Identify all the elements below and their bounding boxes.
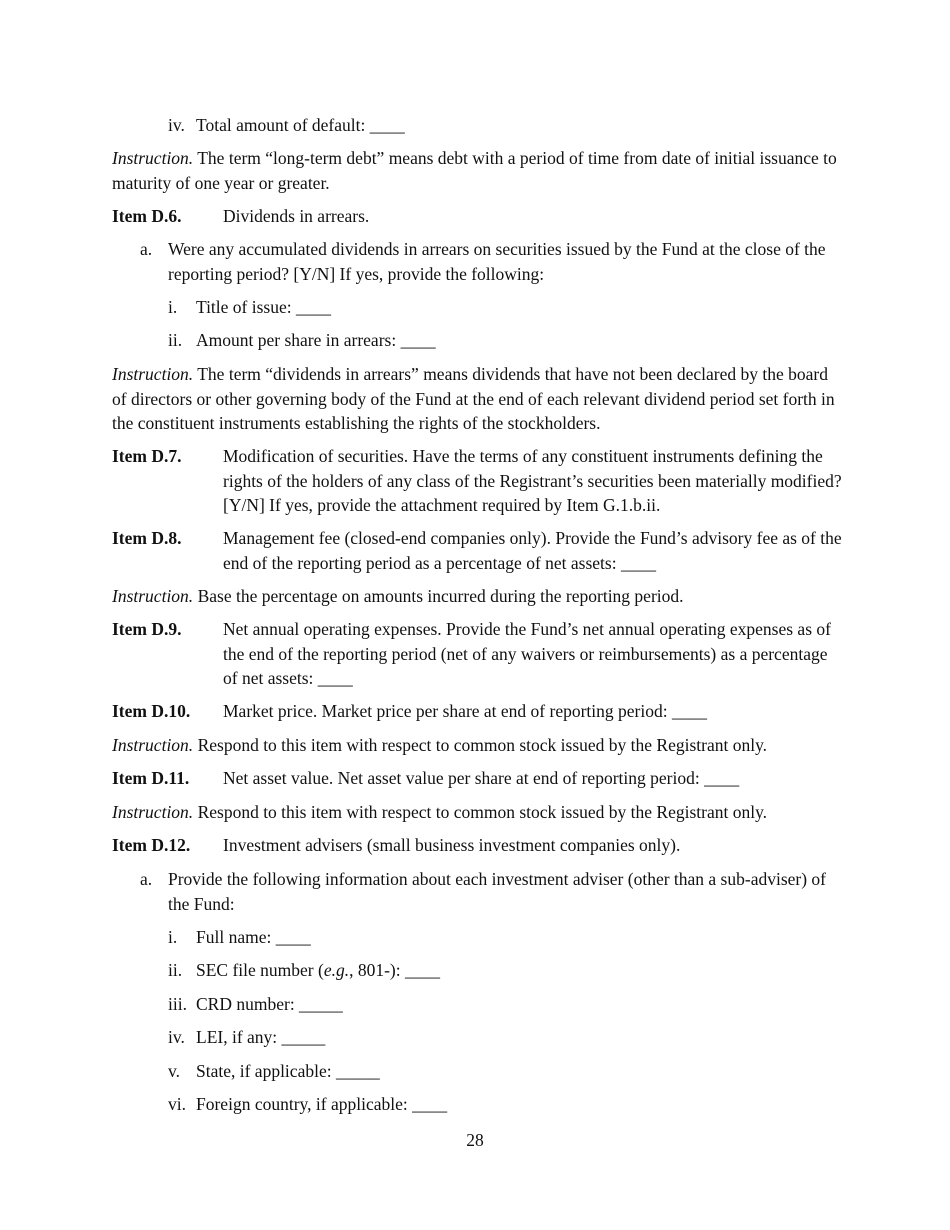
list-item-state	[168, 1059, 828, 1084]
instruction-long-term-debt	[112, 146, 842, 195]
item-label: Item D.8.	[112, 528, 182, 548]
item-body: Dividends in arrears.	[223, 206, 370, 226]
item-label: Item D.6.	[112, 206, 182, 226]
item-body: Market price. Market price per share at end of reporting period: ____	[223, 701, 707, 721]
list-text: LEI, if any: _____	[196, 1027, 326, 1047]
list-marker: ii.	[168, 960, 183, 980]
list-item-crd-number	[168, 992, 828, 1017]
list-marker: iii.	[168, 994, 187, 1014]
item-d6	[112, 204, 842, 229]
list-item-total-default	[168, 113, 828, 138]
item-d7	[112, 444, 842, 518]
list-text: Amount per share in arrears: ____	[196, 330, 436, 350]
item-body: Net annual operating expenses. Provide the Fund’s net annual operating expenses as of the end of the reporting period (net of any waivers or reimbursements) as a percentage of net assets: ____	[223, 619, 831, 688]
item-label: Item D.10.	[112, 701, 191, 721]
list-marker: iv.	[168, 1027, 185, 1047]
item-body: Modification of securities. Have the terms of any constituent instruments defining the rights of the holders of any class of the Registrant’s securities been materially modified? [Y/N] If yes, provide the attachment required by Item G.1.b.ii.	[223, 446, 842, 515]
instruction-text: Respond to this item with respect to common stock issued by the Registrant only.	[193, 735, 768, 755]
list-item-d12-a	[140, 867, 830, 916]
instruction-base-percentage	[112, 584, 842, 609]
item-d12	[112, 833, 842, 858]
instruction-label: Instruction.	[112, 148, 194, 168]
instruction-text: Base the percentage on amounts incurred during the reporting period.	[193, 586, 684, 606]
page-number: 28	[466, 1130, 484, 1150]
list-item-foreign-country	[168, 1092, 828, 1117]
list-text: Provide the following information about each investment adviser (other than a sub-adviser) of the Fund:	[168, 869, 827, 914]
item-body: Net asset value. Net asset value per share at end of reporting period: ____	[223, 768, 740, 788]
instruction-text: The term “long-term debt” means debt with a period of time from date of initial issuance to maturity of one year or greater.	[112, 148, 837, 193]
instruction-label: Instruction.	[112, 802, 194, 822]
item-d9	[112, 617, 842, 691]
list-marker: i.	[168, 297, 178, 317]
list-text: Full name: ____	[196, 927, 311, 947]
item-d11	[112, 766, 842, 791]
item-label: Item D.9.	[112, 619, 182, 639]
list-item-d6-a	[140, 237, 830, 286]
item-label: Item D.11.	[112, 768, 190, 788]
list-text: State, if applicable: _____	[196, 1061, 380, 1081]
list-item-sec-file-number	[168, 958, 828, 983]
list-marker: vi.	[168, 1094, 186, 1114]
text-segment: , 801-): ____	[349, 960, 441, 980]
list-text	[196, 958, 828, 983]
item-d10	[112, 699, 842, 724]
emphasis-text: e.g.	[323, 960, 350, 980]
instruction-label: Instruction.	[112, 735, 194, 755]
instruction-common-stock-1	[112, 733, 842, 758]
instruction-text: The term “dividends in arrears” means dividends that have not been declared by the board of directors or other governing body of the Fund at the end of each relevant dividend period set forth in the constituent instruments establishing the rights of the stockholders.	[112, 364, 835, 433]
text-segment: SEC file number (	[196, 960, 324, 980]
instruction-label: Instruction.	[112, 364, 194, 384]
item-label: Item D.12.	[112, 835, 191, 855]
list-marker: iv.	[168, 115, 185, 135]
list-text: Were any accumulated dividends in arrears on securities issued by the Fund at the close of the reporting period? [Y/N] If yes, provide the following:	[168, 239, 826, 284]
list-item-title-of-issue	[168, 295, 828, 320]
item-d8	[112, 526, 842, 575]
list-text: Total amount of default: ____	[196, 115, 405, 135]
list-marker: a.	[140, 239, 153, 259]
list-marker: a.	[140, 869, 153, 889]
list-item-amount-per-share	[168, 328, 828, 353]
item-body: Management fee (closed-end companies only). Provide the Fund’s advisory fee as of the end of the reporting period as a percentage of net assets: ____	[223, 528, 842, 573]
instruction-label: Instruction.	[112, 586, 194, 606]
instruction-text: Respond to this item with respect to common stock issued by the Registrant only.	[193, 802, 768, 822]
list-item-full-name	[168, 925, 828, 950]
item-body: Investment advisers (small business investment companies only).	[223, 835, 681, 855]
list-marker: ii.	[168, 330, 183, 350]
list-text: Title of issue: ____	[196, 297, 331, 317]
instruction-common-stock-2	[112, 800, 842, 825]
list-text: Foreign country, if applicable: ____	[196, 1094, 448, 1114]
list-marker: i.	[168, 927, 178, 947]
list-item-lei	[168, 1025, 828, 1050]
item-label: Item D.7.	[112, 446, 182, 466]
list-text: CRD number: _____	[196, 994, 343, 1014]
instruction-dividends-in-arrears	[112, 362, 842, 436]
list-marker: v.	[168, 1061, 180, 1081]
